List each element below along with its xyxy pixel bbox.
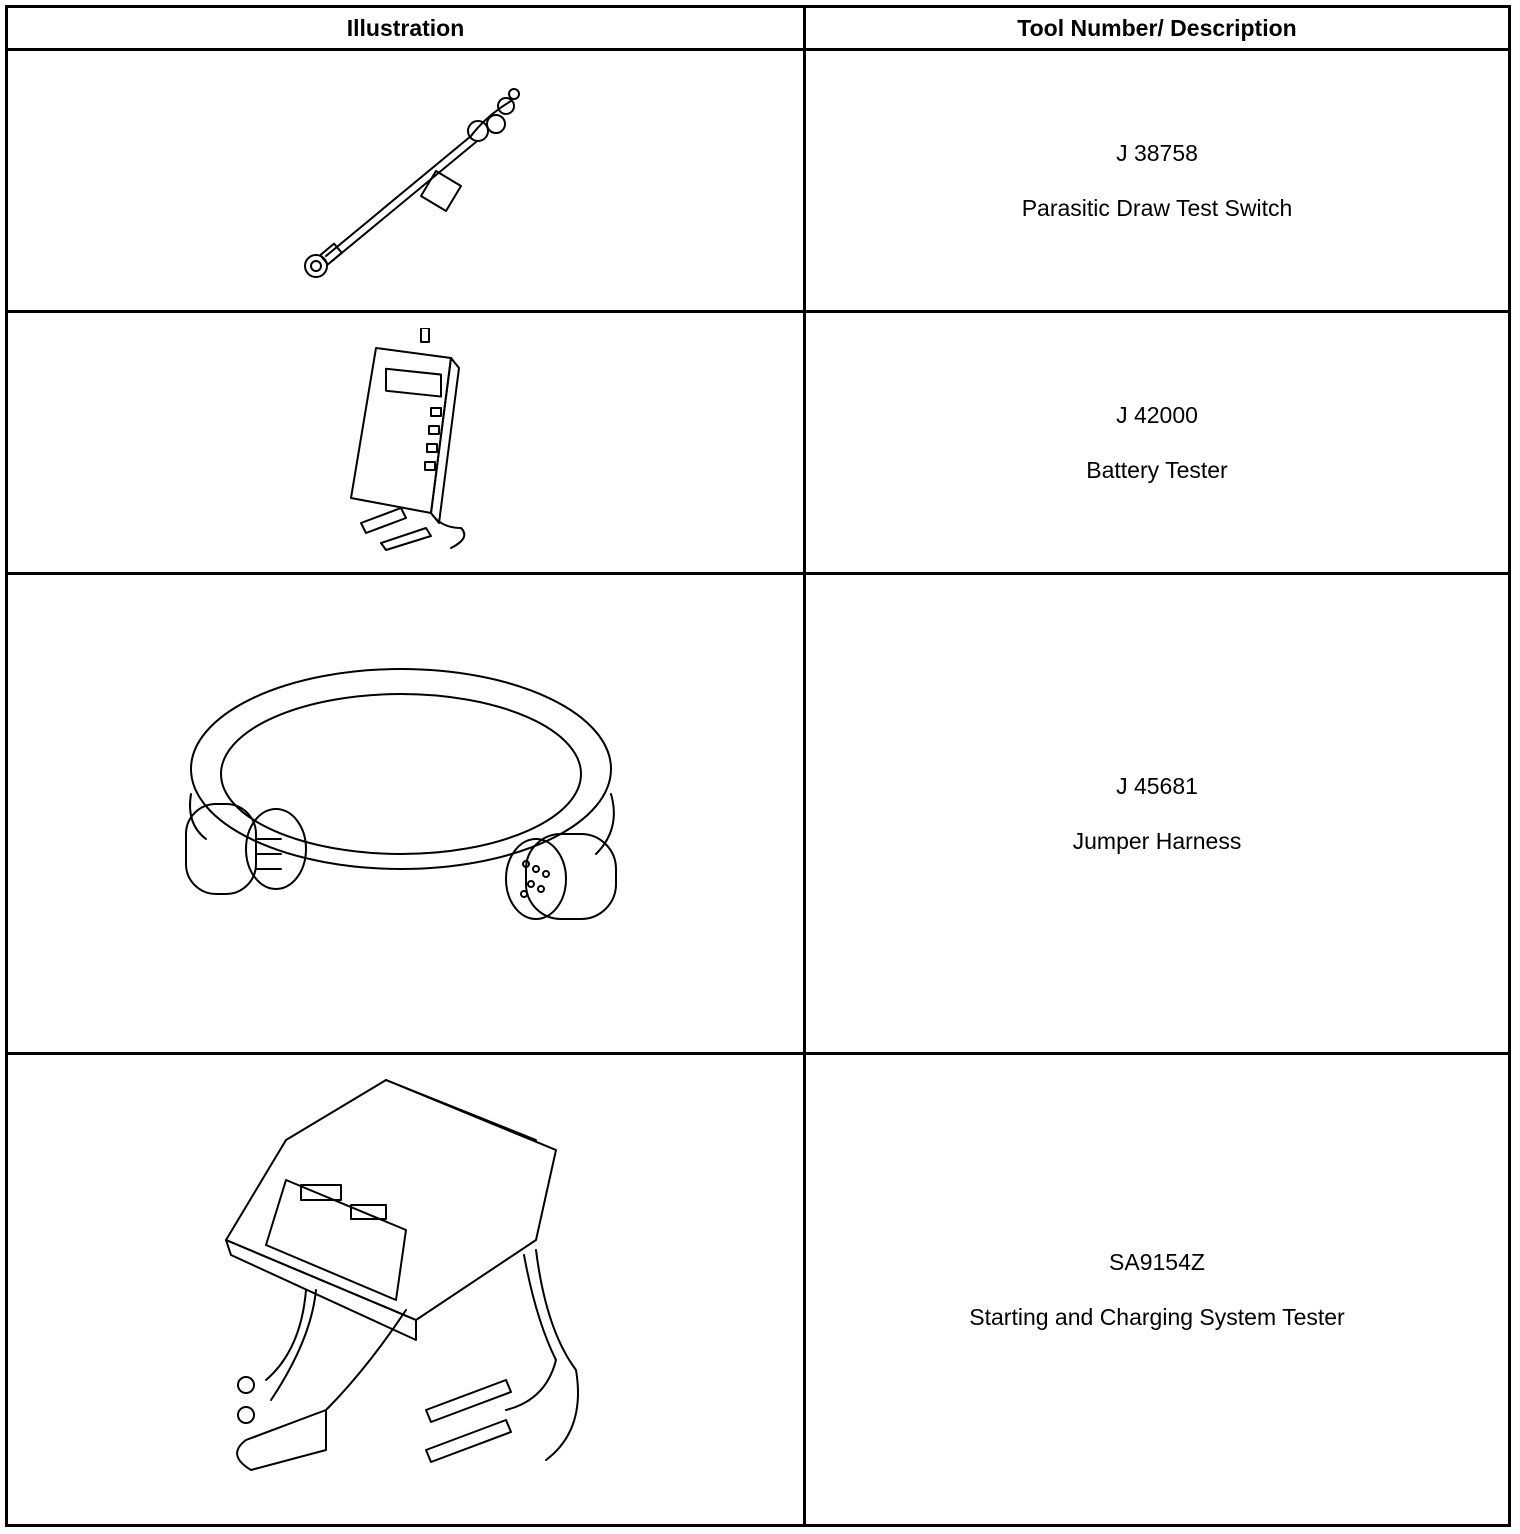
tool-name: Parasitic Draw Test Switch (1021, 194, 1293, 221)
description-cell (805, 1054, 1510, 1526)
illustration-cell (7, 574, 805, 1054)
parasitic-draw-test-switch-icon (286, 76, 526, 286)
illustration-cell (7, 1054, 805, 1526)
table-row (7, 312, 1510, 574)
table-row (7, 50, 1510, 312)
starting-charging-tester-icon (206, 1070, 606, 1510)
description-cell (805, 574, 1510, 1054)
tool-number: SA9154Z (1109, 1248, 1205, 1275)
jumper-harness-icon (176, 664, 636, 964)
tool-number: J 42000 (1116, 401, 1198, 428)
tool-name: Battery Tester (1086, 456, 1228, 483)
tool-name: Jumper Harness (1072, 827, 1242, 854)
description-cell (805, 312, 1510, 574)
illustration-header: Illustration (7, 7, 805, 50)
special-tools-table (5, 5, 1511, 1527)
tool-number: J 45681 (1116, 772, 1198, 799)
header-row (7, 7, 1510, 50)
illustration-cell (7, 312, 805, 574)
tool-name: Starting and Charging System Tester (969, 1303, 1345, 1330)
description-header: Tool Number/ Description (805, 7, 1510, 50)
tool-number: J 38758 (1116, 139, 1198, 166)
table-row (7, 574, 1510, 1054)
description-cell (805, 50, 1510, 312)
illustration-cell (7, 50, 805, 312)
battery-tester-icon (331, 328, 481, 558)
table-row (7, 1054, 1510, 1526)
